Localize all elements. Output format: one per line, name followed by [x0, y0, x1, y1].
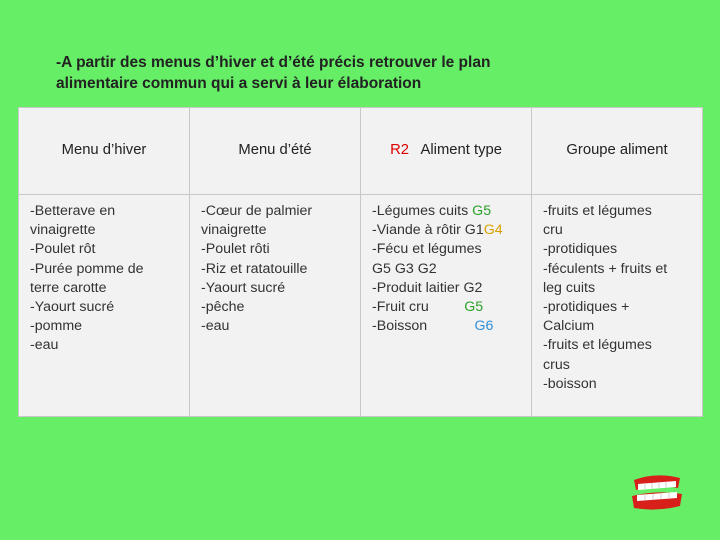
list-item: G5 G3 G2 [372, 260, 437, 277]
list-item: -Produit laitier G2 [372, 279, 483, 296]
header-aliment-type [361, 108, 532, 195]
summer-menu-cell [190, 195, 361, 417]
list-item: -Fécu et légumes [372, 241, 482, 258]
food-group-cell [532, 195, 703, 417]
header-food-group: Groupe aliment [532, 108, 703, 195]
list-item: -Yaourt sucré [201, 279, 286, 296]
list-item: -fruits et légumes [543, 337, 652, 354]
r2-label: R2 [390, 142, 409, 159]
list-item: vinaigrette [201, 222, 267, 239]
chattering-teeth-icon[interactable] [628, 470, 684, 512]
list-item: crus [543, 356, 570, 373]
group-code: G4 [483, 222, 503, 239]
group-code: G5 [472, 203, 492, 219]
aliment-type-label: Aliment type [420, 142, 502, 159]
list-item: -Légumes cuits G5 [372, 203, 492, 219]
list-item: -Yaourt sucré [30, 299, 115, 316]
list-item: -fruits et légumes [543, 203, 652, 219]
list-item: -eau [201, 318, 230, 335]
winter-menu-cell [19, 195, 190, 417]
menu-table [18, 107, 703, 417]
page-title: -A partir des menus d’hiver et d’été précis retrouver le plan alimentaire commun qui a servi à leur élaboration [56, 54, 491, 92]
list-item: vinaigrette [30, 222, 96, 239]
list-item: -Viande à rôtir G1G4 [372, 222, 503, 239]
header-summer-menu: Menu d’été [190, 108, 361, 195]
group-code: G1 [464, 222, 484, 239]
list-item: -Riz et ratatouille [201, 260, 308, 277]
list-item: -protidiques + [543, 299, 630, 316]
list-item: -boisson [543, 375, 597, 392]
list-item: cru [543, 222, 563, 239]
table-header-row [19, 108, 703, 195]
list-item: -Betterave en [30, 203, 116, 219]
list-item: -Poulet rôt [30, 241, 96, 258]
aliment-type-cell [361, 195, 532, 417]
chattering-teeth-icon [628, 470, 684, 512]
list-item: -pomme [30, 318, 83, 335]
list-item: -féculents + fruits et [543, 260, 668, 277]
group-code: G6 [474, 318, 494, 335]
list-item: -Cœur de palmier [201, 203, 313, 219]
header-winter-menu: Menu d’hiver [19, 108, 190, 195]
group-code: G5 [464, 299, 484, 316]
list-item: -Purée pomme de [30, 260, 144, 277]
list-item: leg cuits [543, 279, 596, 296]
list-item: -Boisson G6 [372, 318, 494, 335]
table-row [19, 195, 703, 417]
list-item: terre carotte [30, 279, 107, 296]
list-item: Calcium [543, 318, 595, 335]
list-item: -eau [30, 337, 59, 354]
list-item: -pêche [201, 299, 245, 316]
list-item: -Poulet rôti [201, 241, 270, 258]
list-item: -Fruit cru G5 [372, 299, 484, 316]
list-item: -protidiques [543, 241, 618, 258]
